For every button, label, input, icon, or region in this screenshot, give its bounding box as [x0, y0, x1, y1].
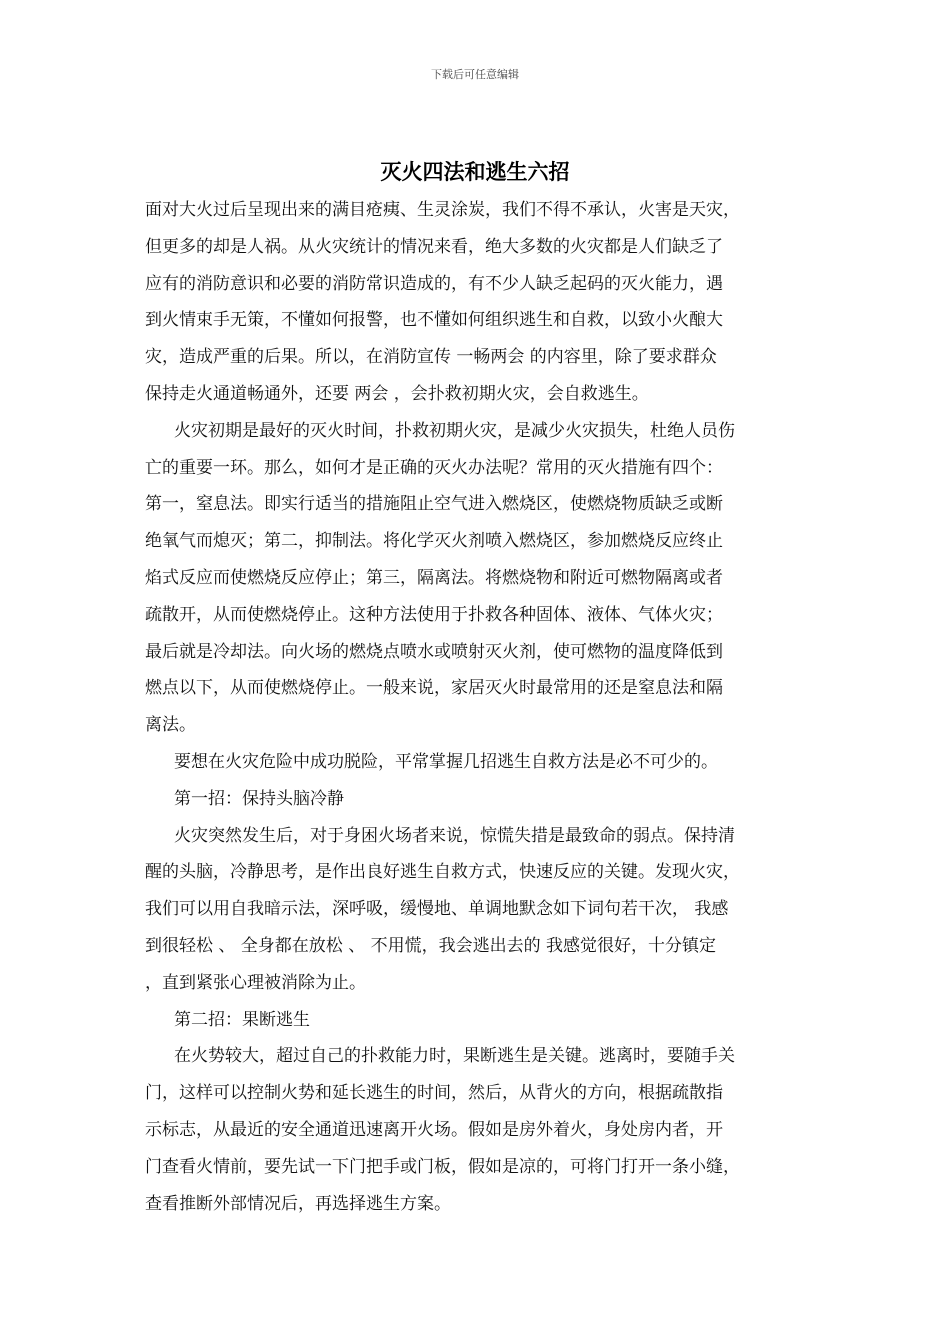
text-line: 焰式反应而使燃烧反应停止；第三，隔离法。将燃烧物和附近可燃物隔离或者	[145, 567, 723, 588]
text-line: 火灾突然发生后，对于身困火场者来说，惊慌失措是最致命的弱点。保持清	[174, 825, 735, 846]
text-line: 要想在火灾危险中成功脱险，平常掌握几招逃生自救方法是必不可少的。	[174, 751, 718, 772]
text-line: 最后就是冷却法。向火场的燃烧点喷水或喷射灭火剂，使可燃物的温度降低到	[145, 641, 723, 662]
text-line: 示标志，从最近的安全通道迅速离开火场。假如是房外着火，身处房内者，开	[145, 1119, 723, 1140]
text-line: 保持走火通道畅通外，还要 两会 ，会扑救初期火灾，会自救逃生。	[145, 383, 649, 404]
text-line: 燃点以下，从而使燃烧停止。一般来说，家居灭火时最常用的还是窒息法和隔	[145, 678, 723, 699]
text-line: 在火势较大，超过自己的扑救能力时，果断逃生是关键。逃离时，要随手关	[174, 1046, 735, 1067]
text-line: 到火情束手无策，不懂如何报警，也不懂如何组织逃生和自救，以致小火酿大	[145, 310, 723, 331]
text-line: 查看推断外部情况后，再选择逃生方案。	[145, 1193, 451, 1214]
text-line: 面对大火过后呈现出来的满目疮痍、生灵涂炭，我们不得不承认，火害是天灾，	[145, 200, 740, 220]
text-line: 疏散开，从而使燃烧停止。这种方法使用于扑救各种固体、液体、气体火灾；	[145, 604, 723, 625]
text-line: 我们可以用自我暗示法，深呼吸，缓慢地、单调地默念如下词句若干次， 我感	[145, 899, 729, 920]
text-line: 第一，窒息法。即实行适当的措施阻止空气进入燃烧区，使燃烧物质缺乏或断	[145, 494, 723, 515]
text-line: 灾，造成严重的后果。所以，在消防宣传 一畅两会 的内容里，除了要求群众	[145, 347, 717, 368]
text-line: 亡的重要一环。那么，如何才是正确的灭火办法呢？常用的灭火措施有四个：	[145, 457, 723, 478]
section-heading: 第一招：保持头脑冷静	[174, 788, 344, 809]
page-header: 下载后可任意编辑	[431, 68, 519, 81]
text-line: ，直到紧张心理被消除为止。	[145, 972, 366, 993]
text-line: 火灾初期是最好的灭火时间，扑救初期火灾，是减少火灾损失，杜绝人员伤	[174, 420, 735, 441]
document-body	[145, 192, 825, 1222]
text-line: 离法。	[145, 715, 196, 736]
section-heading: 第二招：果断逃生	[174, 1009, 310, 1030]
text-line: 但更多的却是人祸。从火灾统计的情况来看，绝大多数的火灾都是人们缺乏了	[145, 236, 723, 257]
text-line: 门，这样可以控制火势和延长逃生的时间，然后，从背火的方向，根据疏散指	[145, 1083, 723, 1104]
text-line: 门查看火情前，要先试一下门把手或门板，假如是凉的，可将门打开一条小缝，	[145, 1156, 740, 1177]
text-line: 应有的消防意识和必要的消防常识造成的，有不少人缺乏起码的灭火能力，遇	[145, 273, 723, 294]
text-line: 绝氧气而熄灭；第二，抑制法。将化学灭火剂喷入燃烧区，参加燃烧反应终止	[145, 531, 723, 552]
text-line: 醒的头脑，冷静思考，是作出良好逃生自救方式，快速反应的关键。发现火灾，	[145, 862, 740, 883]
text-line: 到很轻松 、 全身都在放松 、 不用慌，我会逃出去的 我感觉很好，十分镇定	[145, 935, 717, 956]
document-title: 灭火四法和逃生六招	[380, 160, 570, 184]
